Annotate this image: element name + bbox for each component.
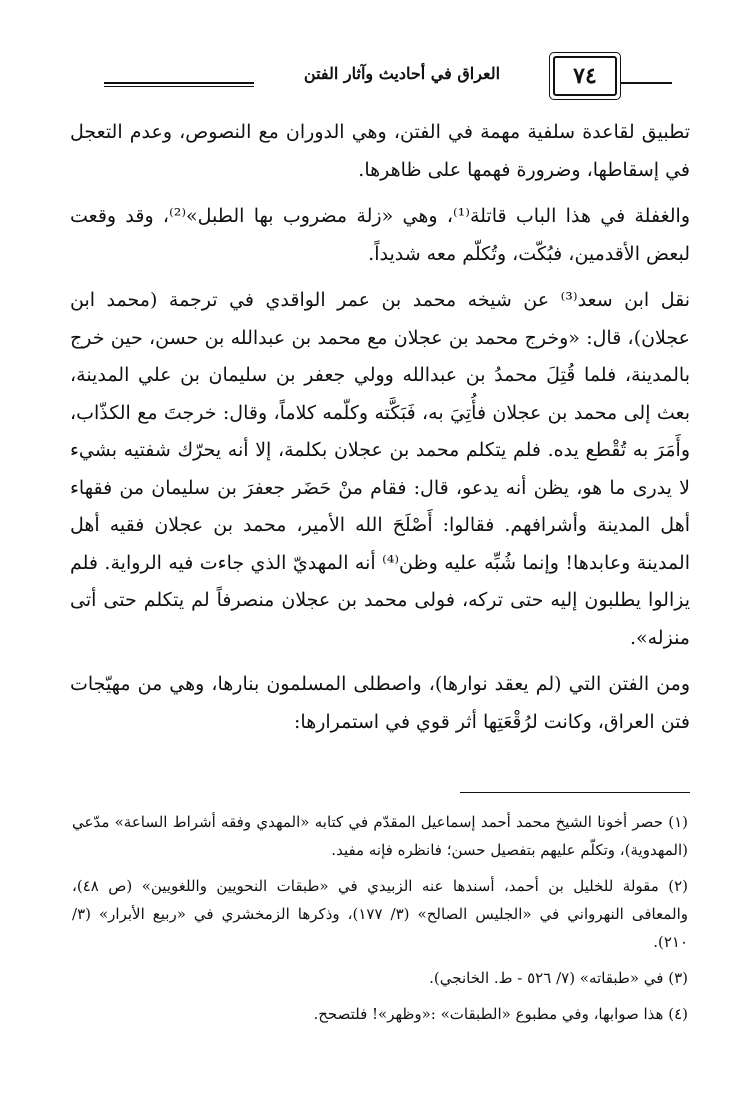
footnotes bbox=[72, 808, 688, 1036]
paragraph-4: ومن الفتن التي (لم يعقد نوارها)، واصطلى المسلمون بنارها، وهي من مهيّجات فتن العراق، وكانت لرُقْعَتِها أثر قوي في استمرارها: bbox=[70, 673, 690, 733]
paragraph-1: تطبيق لقاعدة سلفية مهمة في الفتن، وهي الدوران مع النصوص، وعدم التعجل في إسقاطها، وضرورة فهمها على ظاهرها. bbox=[70, 121, 690, 181]
page-header bbox=[0, 52, 754, 104]
header-rule-right bbox=[620, 82, 672, 84]
footnote-4: (٤) هذا صوابها، وفي مطبوع «الطبقات» :«وظهر»! فلتصحح. bbox=[313, 1005, 688, 1023]
header-rule-left bbox=[104, 82, 254, 84]
footnote-3: (٣) في «طبقاته» (٧/ ٥٢٦ - ط. الخانجي). bbox=[429, 969, 688, 987]
footnote-2: (٢) مقولة للخليل بن أحمد، أسندها عنه الزبيدي في «طبقات النحويين واللغويين» (ص ٤٨)، والمعافى النهرواني في «الجليس الصالح» (٣/ ١٧٧)، وذكرها الزمخشري في «ربيع الأبرار» (٣/ ٢١٠). bbox=[72, 877, 688, 951]
paragraph-3: نقل ابن سعد⁽³⁾ عن شيخه محمد بن عمر الواقدي في ترجمة (محمد ابن عجلان)، قال: «وخرج محمد بن عجلان مع محمد بن عبدالله بن حسن، حين خرج بالمدينة، فلما قُتِلَ محمدُ بن عبدالله وولي جعفر بن سليمان بن علي المدينة، بعث إلى محمد بن عجلان فأُتِيَ به، فَبَكَّته وكلّمه كلاماً، وقال: خرجتَ مع الكذّاب، وأَمَرَ به تُقْطع يده. فلم يتكلم محمد بن عجلان بكلمة، إلا أنه يحرّك شفتيه بشيء لا يدرى ما هو، يظن أنه يدعو، قال: فقام منْ حَضَر جعفرَ بن سليمان من فقهاء أهل المدينة وأشرافهم. فقالوا: أَصْلَحَ الله الأمير، محمد بن عجلان فقيه أهل المدينة وعابدها! وإنما شُبِّه عليه وظن⁽⁴⁾ أنه المهديّ الذي جاءت فيه الرواية. فلم يزالوا يطلبون إليه حتى تركه، فولى محمد بن عجلان منصرفاً لم يتكلم حتى أتى منزله». bbox=[70, 289, 690, 649]
header-rule-left-under bbox=[104, 86, 254, 87]
paragraph-2: والغفلة في هذا الباب قاتلة⁽¹⁾، وهي «زلة مضروب بها الطبل»⁽²⁾، وقد وقعت لبعض الأقدمين، فبُكّت، وتُكلّم معه شديداً. bbox=[70, 205, 690, 265]
page-number: ٧٤ bbox=[553, 56, 617, 96]
main-text bbox=[70, 114, 690, 750]
footnote-1: (١) حصر أخونا الشيخ محمد أحمد إسماعيل المقدّم في كتابه «المهدي وفقه أشراط الساعة» مدّعي (المهدوية)، وتكلّم عليهم بتفصيل حسن؛ فانظره فإنه مفيد. bbox=[72, 813, 688, 859]
book-title: العراق في أحاديث وآثار الفتن bbox=[303, 64, 501, 83]
footnote-separator bbox=[460, 792, 690, 793]
